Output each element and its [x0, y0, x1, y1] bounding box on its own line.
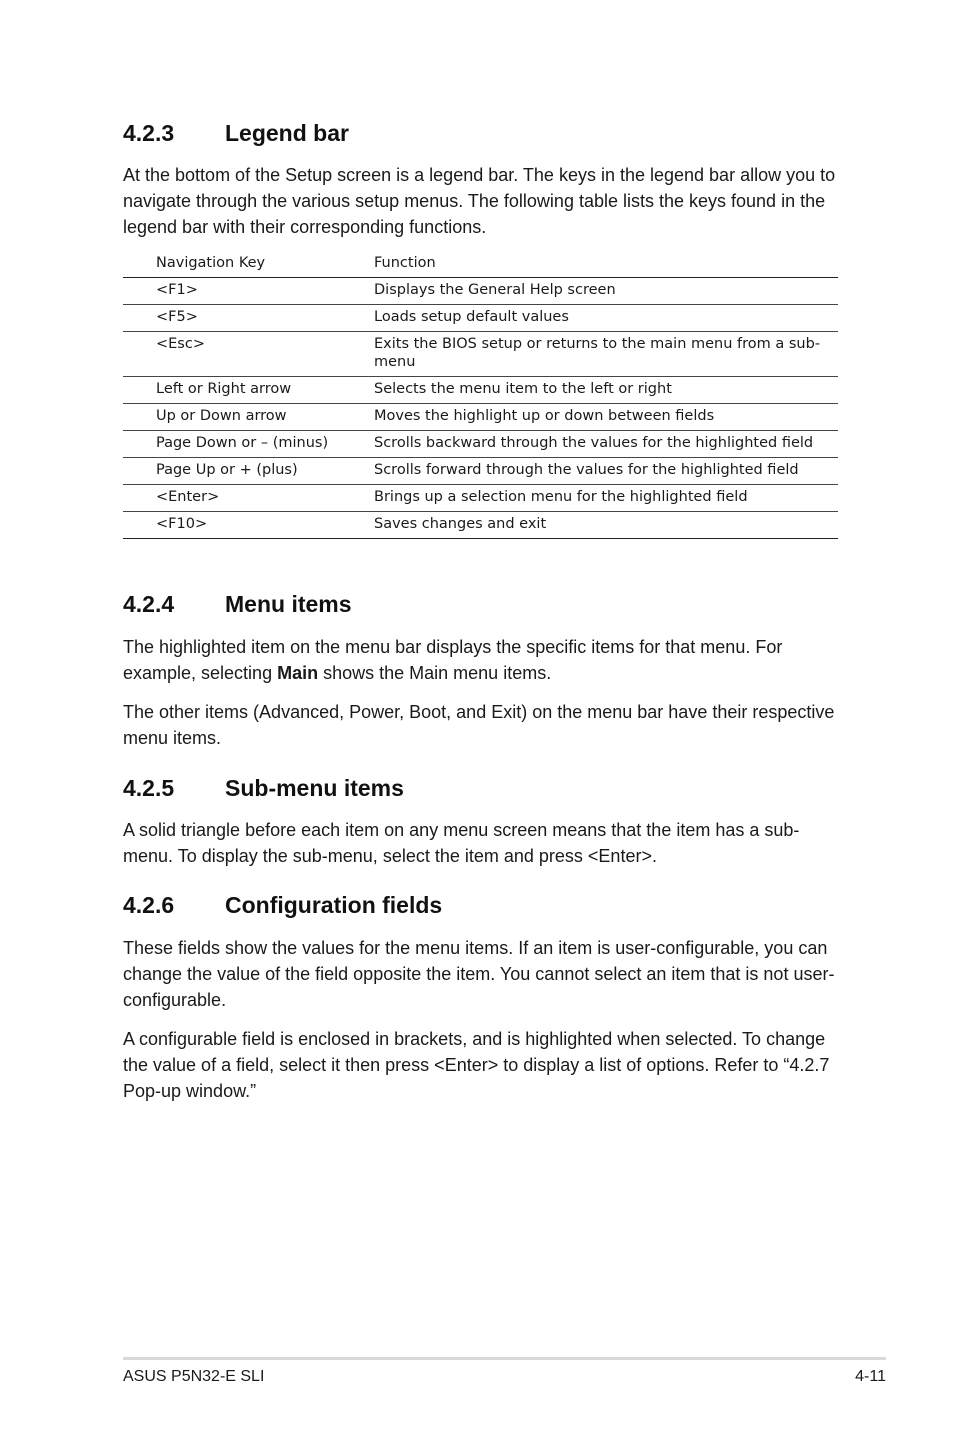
footer-product-name: ASUS P5N32-E SLI: [123, 1368, 265, 1385]
configuration-fields-paragraph-2: A configurable field is enclosed in brackets, and is highlighted when selected. To change the value of a field, select it then press <Enter> to display a list of options. Refer to “4.2.7 Pop-up window.”: [123, 1029, 830, 1101]
table-row: [123, 512, 838, 539]
function-cell: Displays the General Help screen: [374, 282, 616, 298]
legend-bar-paragraph: At the bottom of the Setup screen is a legend bar. The keys in the legend bar allow you to navigate through the various setup menus. The following table lists the keys found in the legend bar with their corresponding functions.: [123, 165, 836, 237]
key-cell: Page Up or + (plus): [156, 462, 298, 478]
section-title: Menu items: [225, 591, 352, 617]
configuration-fields-paragraph-1: These fields show the values for the menu items. If an item is user-configurable, you can change the value of the field opposite the item. You cannot select an item that is not user-configurable.: [123, 938, 835, 1010]
key-cell: <Enter>: [156, 489, 220, 505]
legend-table: [123, 251, 838, 539]
section-number: 4.2.5: [123, 775, 175, 801]
key-cell: Page Down or – (minus): [156, 435, 329, 451]
table-row: [123, 404, 838, 431]
text-run: The highlighted item on the menu bar displays the specific items for that menu. For example, selecting: [123, 637, 783, 683]
bold-term-main: Main: [277, 663, 319, 683]
table-row: [123, 278, 838, 305]
section-number: 4.2.6: [123, 892, 175, 918]
section-title: Legend bar: [225, 120, 349, 146]
key-cell: Left or Right arrow: [156, 381, 292, 397]
key-cell: Up or Down arrow: [156, 408, 287, 424]
sub-menu-items-paragraph: A solid triangle before each item on any menu screen means that the item has a sub-menu. To display the sub-menu, select the item and press <Enter>.: [123, 820, 800, 866]
table-row: [123, 485, 838, 512]
function-cell: Exits the BIOS setup or returns to the main menu from a sub-menu: [374, 336, 821, 370]
table-header-row: [123, 251, 838, 278]
key-cell: <F10>: [156, 516, 208, 532]
function-cell: Selects the menu item to the left or right: [374, 381, 672, 397]
key-cell: <F1>: [156, 282, 198, 298]
header-navigation-key: Navigation Key: [156, 255, 266, 271]
function-cell: Moves the highlight up or down between ﬁelds: [374, 408, 715, 424]
table-row: [123, 431, 838, 458]
table-row: [123, 305, 838, 332]
key-cell: <F5>: [156, 309, 198, 325]
section-number: 4.2.4: [123, 591, 175, 617]
footer-page-number: 4-11: [855, 1368, 886, 1385]
function-cell: Brings up a selection menu for the highlighted ﬁeld: [374, 489, 748, 505]
section-title: Sub-menu items: [225, 775, 404, 801]
header-function: Function: [374, 255, 436, 271]
section-heading-legend-bar: [123, 119, 349, 147]
text-run: shows the Main menu items.: [318, 663, 552, 683]
function-cell: Scrolls backward through the values for the highlighted ﬁeld: [374, 435, 814, 451]
menu-items-paragraph-1: [123, 634, 843, 686]
menu-items-paragraph-2: The other items (Advanced, Power, Boot, and Exit) on the menu bar have their respective menu items.: [123, 702, 835, 748]
section-title: Configuration fields: [225, 892, 443, 918]
section-heading-menu-items: [123, 590, 352, 618]
section-heading-sub-menu-items: [123, 774, 404, 802]
function-cell: Scrolls forward through the values for the highlighted ﬁeld: [374, 462, 799, 478]
footer-divider: [123, 1357, 886, 1360]
section-number: 4.2.3: [123, 120, 175, 146]
section-heading-configuration-fields: [123, 891, 442, 919]
table-row: [123, 377, 838, 404]
table-row: [123, 458, 838, 485]
table-row: [123, 332, 838, 377]
function-cell: Loads setup default values: [374, 309, 569, 325]
key-cell: <Esc>: [156, 336, 205, 352]
function-cell: Saves changes and exit: [374, 516, 547, 532]
